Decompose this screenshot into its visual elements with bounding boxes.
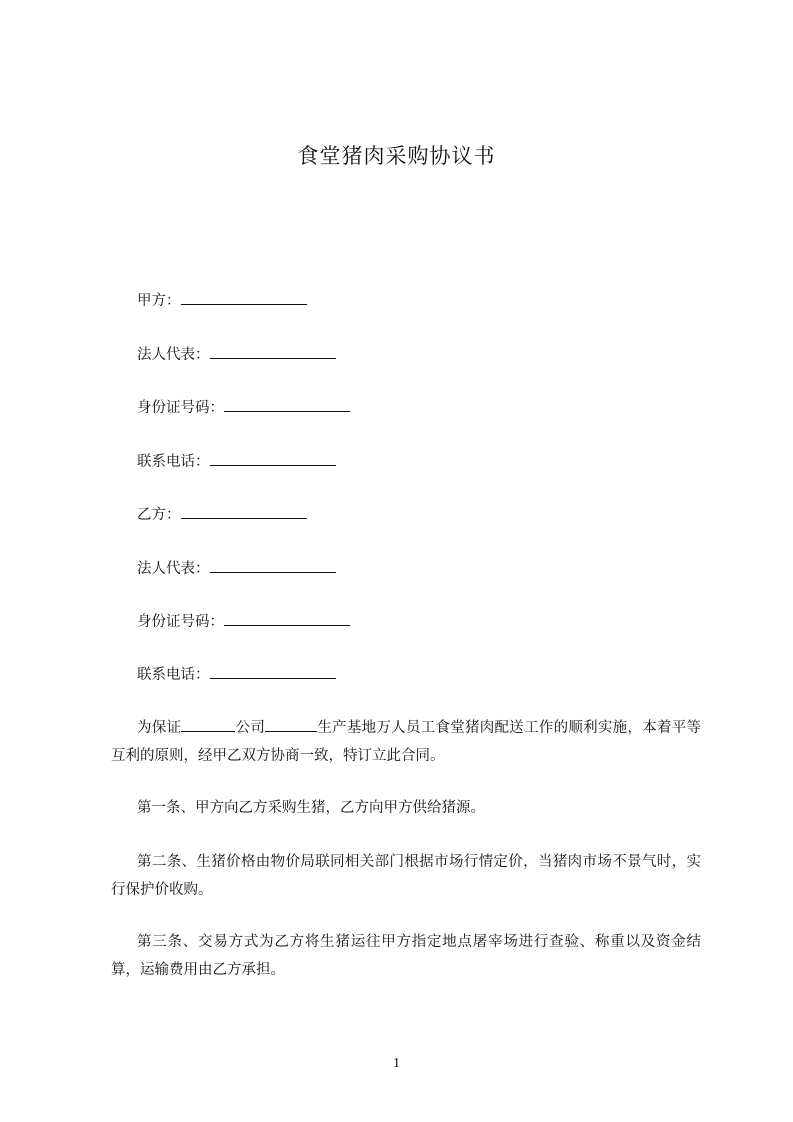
party-a-rep-blank[interactable] — [210, 345, 336, 359]
party-a-name-field — [137, 291, 307, 311]
intro-base-blank[interactable] — [265, 718, 317, 732]
party-a-rep-label: 法人代表： — [137, 347, 210, 363]
intro-text-2: 公司 — [235, 720, 266, 736]
party-a-phone-blank[interactable] — [210, 452, 336, 466]
party-b-rep-label: 法人代表： — [137, 561, 210, 577]
party-a-id-blank[interactable] — [224, 398, 350, 412]
intro-company-blank[interactable] — [181, 718, 235, 732]
party-b-phone-label: 联系电话： — [137, 667, 210, 683]
party-a-id-field — [137, 398, 350, 418]
intro-paragraph — [111, 714, 701, 770]
party-b-rep-blank[interactable] — [210, 559, 336, 573]
intro-text-3: 生产基地万人员工食堂猪肉配送工作的顺利实施，本着平等互利的原则，经甲乙双方协商一致，特订立此合同。 — [111, 720, 701, 764]
party-a-phone-field — [137, 452, 336, 472]
party-b-phone-field — [137, 665, 336, 685]
page-number: 1 — [393, 1056, 400, 1071]
article-3: 第三条、交易方式为乙方将生猪运往甲方指定地点屠宰场进行查验、称重以及资金结算，运输费用由乙方承担。 — [111, 934, 701, 978]
party-b-id-label: 身份证号码： — [137, 614, 224, 630]
party-b-name-label: 乙方： — [137, 507, 181, 523]
party-b-name-blank[interactable] — [181, 505, 307, 519]
party-b-phone-blank[interactable] — [210, 665, 336, 679]
party-a-rep-field — [137, 345, 336, 365]
party-a-phone-label: 联系电话： — [137, 454, 210, 470]
party-b-id-field — [137, 612, 350, 632]
document-title: 食堂猪肉采购协议书 — [297, 144, 496, 168]
party-b-name-field — [137, 505, 307, 525]
party-b-id-blank[interactable] — [224, 612, 350, 626]
article-2: 第二条、生猪价格由物价局联同相关部门根据市场行情定价，当猪肉市场不景气时，实行保护价收购。 — [111, 854, 701, 898]
party-a-name-label: 甲方： — [137, 293, 181, 309]
party-a-name-blank[interactable] — [181, 291, 307, 305]
intro-text-1: 为保证 — [137, 720, 182, 736]
party-b-rep-field — [137, 559, 336, 579]
party-a-id-label: 身份证号码： — [137, 400, 224, 416]
article-1: 第一条、甲方向乙方采购生猪，乙方向甲方供给猪源。 — [137, 800, 485, 816]
